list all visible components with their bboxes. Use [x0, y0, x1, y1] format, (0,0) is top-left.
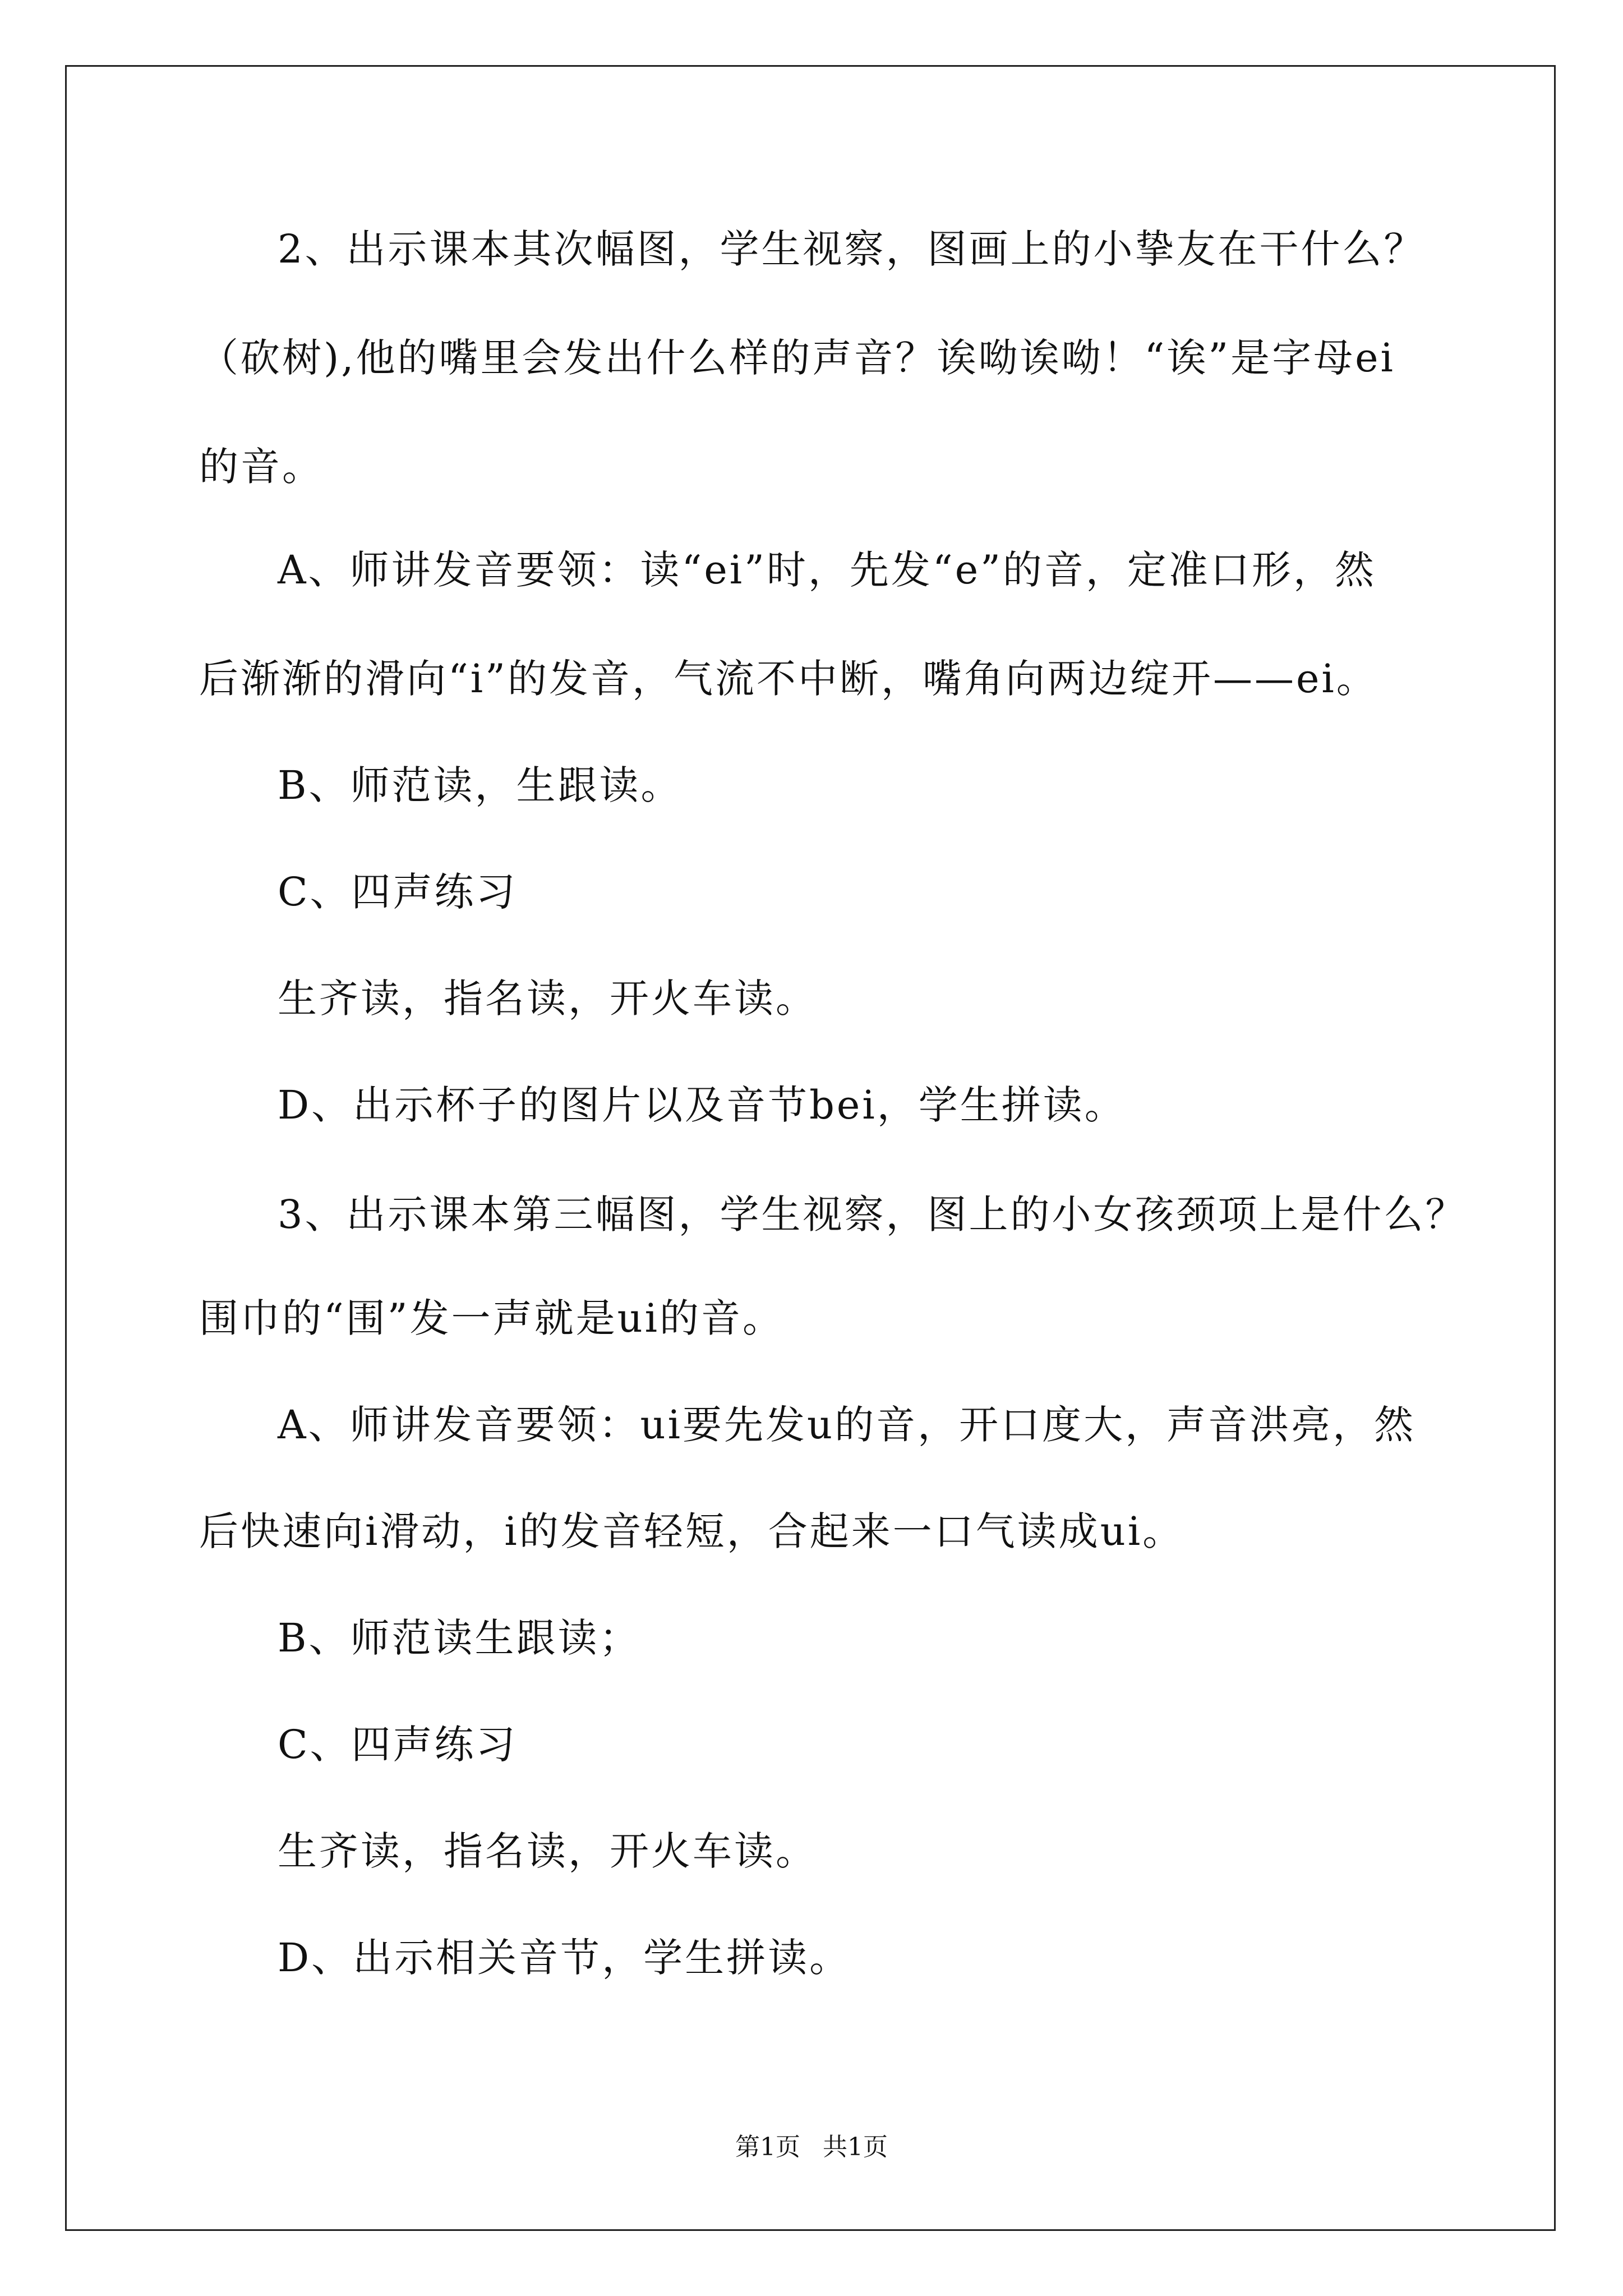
- paragraph-line: 的音。: [199, 444, 324, 490]
- paragraph-line: C、四声练习: [278, 869, 518, 915]
- paragraph-line: 生齐读，指名读，开火车读。: [278, 976, 817, 1022]
- paragraph-line: 后快速向i滑动，i的发音轻短，合起来一口气读成ui。: [199, 1508, 1184, 1554]
- page-total: 共1页: [823, 2133, 888, 2161]
- paragraph-line: 3、出示课本第三幅图，学生视察，图上的小女孩颈项上是什么？: [278, 1191, 1467, 1237]
- paragraph-line: B、师范读生跟读；: [278, 1615, 641, 1661]
- paragraph-line: D、出示杯子的图片以及音节bei，学生拼读。: [278, 1082, 1126, 1128]
- paragraph-line: 后渐渐的滑向“i”的发音，气流不中断，嘴角向两边绽开——ei。: [199, 656, 1378, 702]
- page-number: 第1页: [735, 2133, 800, 2161]
- paragraph-line: （砍树),他的嘴里会发出什么样的声音？诶呦诶呦！“诶”是字母ei: [199, 335, 1395, 381]
- paragraph-line: 2、出示课本其次幅图，学生视察，图画上的小挚友在干什么？: [278, 226, 1426, 272]
- page-footer: [0, 2135, 1623, 2160]
- page-border: [65, 65, 1556, 2231]
- paragraph-line: D、出示相关音节，学生拼读。: [278, 1935, 851, 1981]
- paragraph-line: C、四声练习: [278, 1722, 518, 1768]
- paragraph-line: A、师讲发音要领：读“ei”时，先发“e”的音，定准口形，然: [278, 547, 1376, 593]
- paragraph-line: 生齐读，指名读，开火车读。: [278, 1828, 817, 1874]
- paragraph-line: 围巾的“围”发一声就是ui的音。: [199, 1295, 785, 1341]
- paragraph-line: B、师范读，生跟读。: [278, 762, 683, 808]
- paragraph-line: A、师讲发音要领：ui要先发u的音，开口度大，声音洪亮，然: [278, 1402, 1416, 1448]
